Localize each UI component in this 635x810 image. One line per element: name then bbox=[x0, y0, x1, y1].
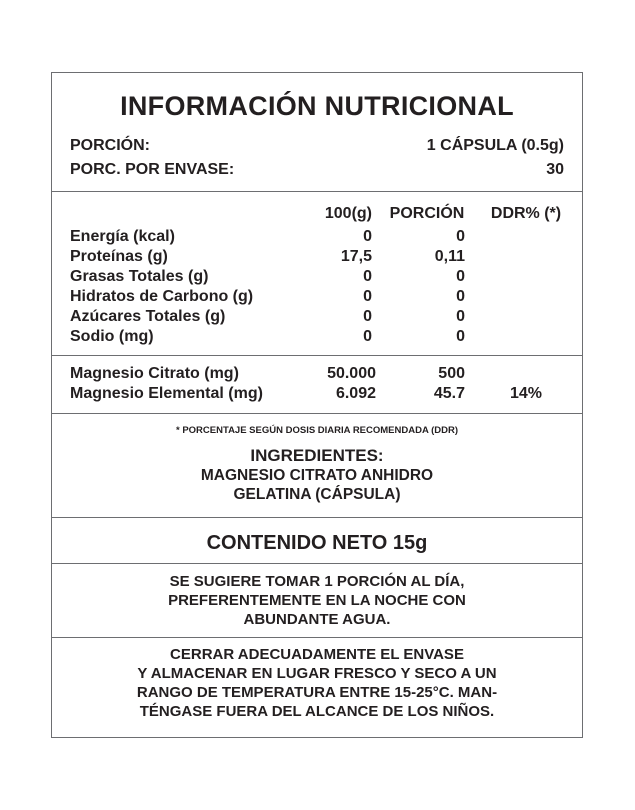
ingredient-line: MAGNESIO CITRATO ANHIDRO bbox=[200, 467, 434, 484]
nutrient-name: Grasas Totales (g) bbox=[70, 268, 209, 285]
storage-line: Y ALMACENAR EN LUGAR FRESCO Y SECO A UN bbox=[137, 665, 497, 682]
mineral-portion: 45.7 bbox=[433, 385, 465, 402]
nutrient-per100: 0 bbox=[363, 328, 372, 345]
nutrient-name: Energía (kcal) bbox=[70, 228, 175, 245]
per-container-row bbox=[70, 161, 564, 181]
nutrient-per100: 0 bbox=[363, 288, 372, 305]
nutrient-portion: 0 bbox=[456, 268, 465, 285]
per-container-label: PORC. POR ENVASE: bbox=[70, 161, 235, 178]
ingredient-line: GELATINA (CÁPSULA) bbox=[233, 486, 401, 503]
net-content: CONTENIDO NETO 15g bbox=[206, 532, 428, 554]
portion-row bbox=[70, 137, 564, 157]
mineral-portion: 500 bbox=[438, 365, 465, 382]
nutrient-per100: 0 bbox=[363, 228, 372, 245]
storage-line: CERRAR ADECUADAMENTE EL ENVASE bbox=[170, 646, 464, 663]
mineral-per100: 50.000 bbox=[327, 365, 376, 382]
ingredients-heading: INGREDIENTES: bbox=[250, 446, 384, 465]
nutrient-portion: 0 bbox=[456, 308, 465, 325]
divider bbox=[52, 191, 582, 192]
suggestion-line: PREFERENTEMENTE EN LA NOCHE CON bbox=[168, 592, 466, 609]
label-title: INFORMACIÓN NUTRICIONAL bbox=[120, 91, 514, 121]
divider bbox=[52, 517, 582, 518]
nutrient-name: Sodio (mg) bbox=[70, 328, 154, 345]
nutrient-portion: 0 bbox=[456, 228, 465, 245]
nutrition-label bbox=[51, 72, 583, 738]
nutrient-portion: 0 bbox=[456, 288, 465, 305]
nutrient-per100: 0 bbox=[363, 268, 372, 285]
nutrient-per100: 0 bbox=[363, 308, 372, 325]
divider bbox=[52, 563, 582, 564]
portion-label: PORCIÓN: bbox=[70, 137, 150, 154]
ddr-footnote: * PORCENTAJE SEGÚN DOSIS DIARIA RECOMENDADA (DDR) bbox=[175, 425, 459, 436]
column-header-ddr: DDR% (*) bbox=[490, 205, 562, 222]
nutrient-name: Proteínas (g) bbox=[70, 248, 168, 265]
mineral-ddr: 14% bbox=[509, 385, 543, 402]
storage-line: TÉNGASE FUERA DEL ALCANCE DE LOS NIÑOS. bbox=[139, 703, 495, 720]
suggestion-line: SE SUGIERE TOMAR 1 PORCIÓN AL DÍA, bbox=[169, 573, 465, 590]
column-header-portion: PORCIÓN bbox=[389, 205, 465, 222]
portion-value: 1 CÁPSULA (0.5g) bbox=[426, 137, 564, 154]
nutrient-portion: 0 bbox=[456, 328, 465, 345]
storage-line: RANGO DE TEMPERATURA ENTRE 15-25°C. MAN- bbox=[136, 684, 498, 701]
nutrient-name: Hidratos de Carbono (g) bbox=[70, 288, 254, 305]
divider bbox=[52, 413, 582, 414]
mineral-name: Magnesio Elemental (mg) bbox=[70, 385, 263, 402]
nutrient-name: Azúcares Totales (g) bbox=[70, 308, 226, 325]
nutrient-portion: 0,11 bbox=[434, 248, 465, 265]
suggestion-line: ABUNDANTE AGUA. bbox=[243, 611, 391, 628]
divider bbox=[52, 637, 582, 638]
mineral-per100: 6.092 bbox=[335, 385, 376, 402]
mineral-name: Magnesio Citrato (mg) bbox=[70, 365, 239, 382]
per-container-value: 30 bbox=[546, 161, 564, 178]
column-header-100g: 100(g) bbox=[324, 205, 372, 222]
nutrient-per100: 17,5 bbox=[340, 248, 372, 265]
divider bbox=[52, 355, 582, 356]
